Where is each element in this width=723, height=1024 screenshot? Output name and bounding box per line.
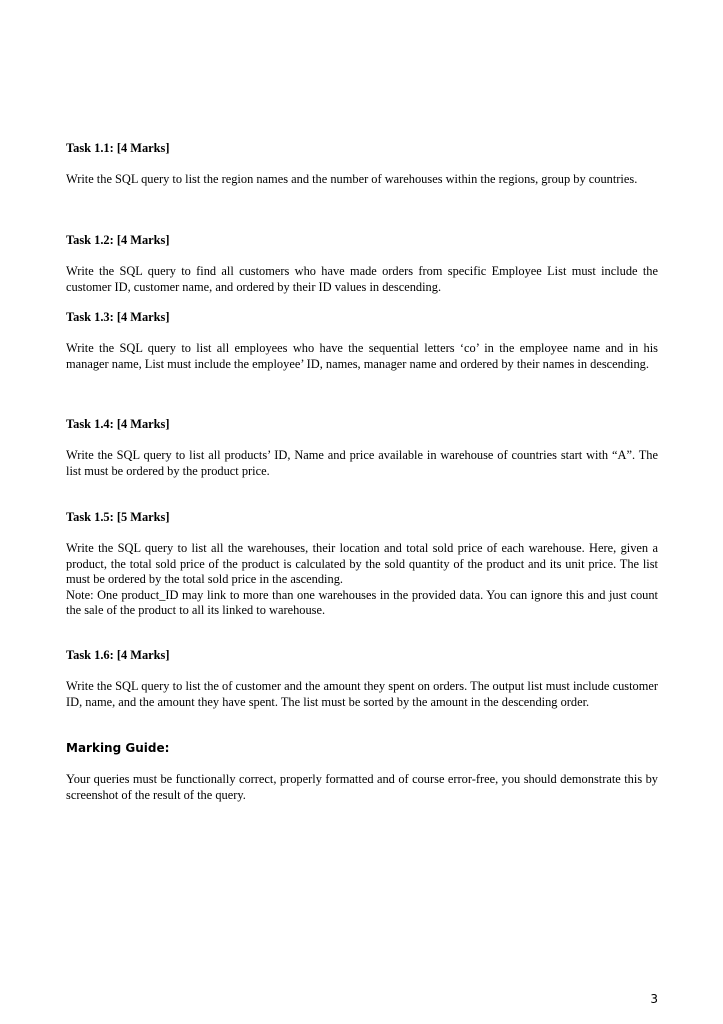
page-number: 3 bbox=[650, 992, 658, 1006]
task-heading: Task 1.5: [5 Marks] bbox=[66, 510, 170, 524]
task-description: Write the SQL query to find all customers who have made orders from specific Employee List must include the customer ID, customer name, and ordered by their ID values in descending. bbox=[66, 264, 658, 294]
task-1-2-heading bbox=[66, 233, 658, 248]
task-1-3-section bbox=[66, 341, 658, 372]
task-1-6-heading bbox=[66, 648, 658, 663]
marking-guide-heading-block bbox=[66, 741, 658, 756]
task-heading: Task 1.3: [4 Marks] bbox=[66, 310, 170, 324]
task-1-5-heading bbox=[66, 510, 658, 525]
task-description: Write the SQL query to list all the warehouses, their location and total sold price of each warehouse. Here, given a product, the total sold price of the product is calculated by the sold quantity of the product and its unit price. The list must be ordered by the total sold price in the ascending. bbox=[66, 541, 658, 586]
task-description: Write the SQL query to list all products’ ID, Name and price available in warehouse of countries start with “A”. The list must be ordered by the product price. bbox=[66, 448, 658, 478]
marking-guide-section bbox=[66, 772, 658, 803]
task-1-5-section bbox=[66, 541, 658, 619]
task-description: Write the SQL query to list the of customer and the amount they spent on orders. The output list must include customer ID, name, and the amount they have spent. The list must be sorted by the amount in the descending order. bbox=[66, 679, 658, 709]
marking-guide-heading: Marking Guide: bbox=[66, 741, 170, 755]
task-1-3-heading bbox=[66, 310, 658, 325]
task-heading: Task 1.1: [4 Marks] bbox=[66, 141, 170, 155]
task-1-1-section bbox=[66, 172, 658, 188]
task-heading: Task 1.2: [4 Marks] bbox=[66, 233, 170, 247]
task-note: Note: One product_ID may link to more than one warehouses in the provided data. You can ignore this and just count the sale of the product to all its linked to warehouse. bbox=[66, 587, 658, 617]
task-heading: Task 1.6: [4 Marks] bbox=[66, 648, 170, 662]
task-description: Write the SQL query to list the region names and the number of warehouses within the regions, group by countries. bbox=[66, 172, 638, 186]
task-1-1-heading bbox=[66, 141, 658, 156]
task-heading: Task 1.4: [4 Marks] bbox=[66, 417, 170, 431]
task-1-6-section bbox=[66, 679, 658, 710]
task-1-4-heading bbox=[66, 417, 658, 432]
task-1-4-section bbox=[66, 448, 658, 479]
task-1-2-section bbox=[66, 264, 658, 295]
task-description: Write the SQL query to list all employees who have the sequential letters ‘co’ in the employee name and in his manager name, List must include the employee’ ID, names, manager name and ordered by their names in descending. bbox=[66, 341, 658, 371]
marking-guide-text: Your queries must be functionally correct, properly formatted and of course error-free, you should demonstrate this by screenshot of the result of the query. bbox=[66, 772, 658, 802]
